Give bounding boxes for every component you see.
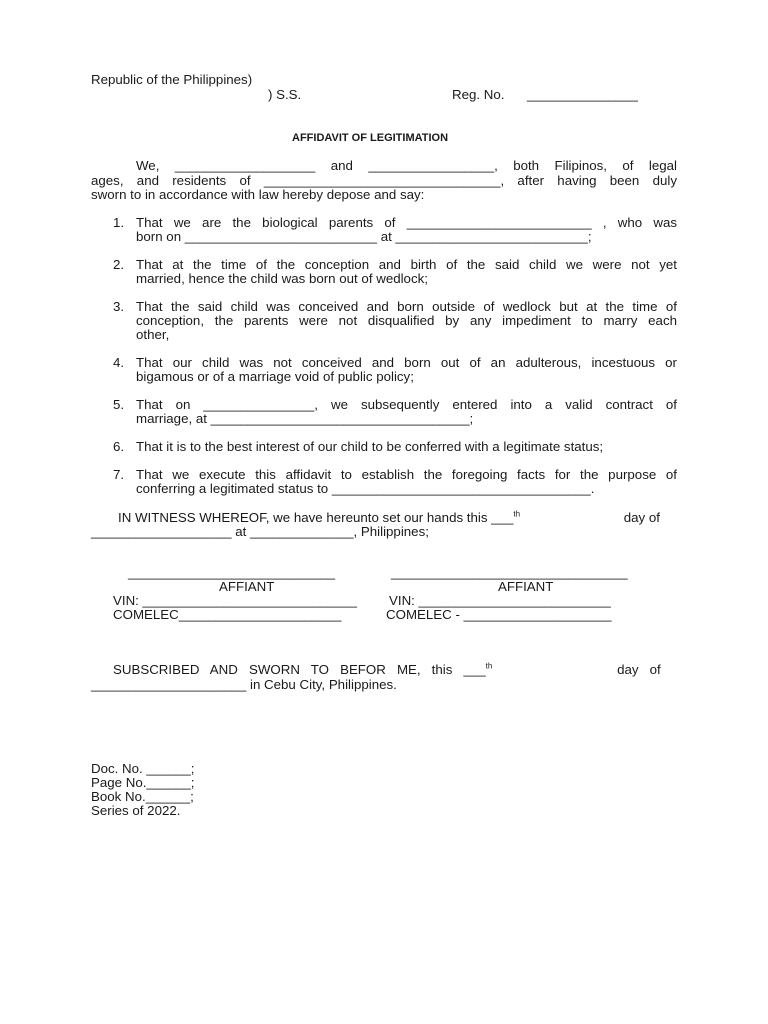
item-7-line-1: That we execute this affidavit to establish the foregoing facts for the purpose of [136, 467, 677, 482]
item-2-line-1: That at the time of the conception and birth of the said child we were not yet [136, 257, 677, 272]
jurat-text: SUBSCRIBED AND SWORN TO BEFOR ME, this ___ [113, 662, 486, 677]
intro-line-1: We, ___________________ and _________________, both Filipinos, of legal [136, 158, 677, 173]
item-1-number: 1. [113, 215, 125, 230]
series-year: Series of 2022. [91, 803, 181, 818]
item-6-line-1: That it is to the best interest of our child to be conferred with a legitimate status; [136, 439, 604, 454]
book-no: Book No.______; [91, 789, 194, 804]
affiant-2-comelec: COMELEC - ____________________ [386, 607, 612, 622]
item-4-number: 4. [113, 355, 125, 370]
affiant-2-vin: VIN: __________________________ [389, 593, 611, 608]
republic-line: Republic of the Philippines) [91, 72, 253, 87]
item-4-line-1: That our child was not conceived and born out of an adulterous, incestuous or [136, 355, 677, 370]
page-no: Page No.______; [91, 775, 195, 790]
item-3-line-1: That the said child was conceived and born outside of wedlock but at the time of [136, 299, 677, 314]
item-6-number: 6. [113, 439, 125, 454]
jurat-ordinal: th [485, 661, 493, 671]
item-3-number: 3. [113, 299, 125, 314]
document-title: AFFIDAVIT OF LEGITIMATION [292, 132, 449, 144]
intro-line-3: sworn to in accordance with law hereby depose and say: [91, 187, 425, 202]
item-5-line-1: That on _______________, we subsequently entered into a valid contract of [136, 397, 677, 412]
affiant-2-signature-line: ________________________________ [391, 565, 628, 580]
item-1-line-2: born on __________________________ at __________________________; [136, 229, 592, 244]
item-3-line-2: conception, the parents were not disqualified by any impediment to marry each [136, 313, 677, 328]
jurat-line-1 [113, 663, 492, 677]
item-2-number: 2. [113, 257, 125, 272]
witness-ordinal: th [513, 509, 521, 519]
item-7-line-2: conferring a legitimated status to ___________________________________. [136, 481, 595, 496]
affiant-1-signature-line: ____________________________ [128, 565, 336, 580]
affiant-1-label: AFFIANT [219, 579, 275, 594]
affiant-1-comelec: COMELEC______________________ [113, 607, 342, 622]
reg-no-label: Reg. No. [452, 87, 505, 102]
jurat-line-2: _____________________ in Cebu City, Philippines. [91, 677, 397, 692]
reg-no-blank: _______________ [527, 87, 638, 102]
item-1-line-1: That we are the biological parents of _________________________ , who was [136, 215, 677, 230]
item-4-line-2: bigamous or of a marriage void of public policy; [136, 369, 414, 384]
witness-line-2: ___________________ at ______________, Philippines; [91, 524, 429, 539]
affiant-1-vin: VIN: _____________________________ [113, 593, 358, 608]
item-3-line-3: other, [136, 327, 170, 342]
item-5-line-2: marriage, at ___________________________________; [136, 411, 474, 426]
jurat-day-of: day of [606, 662, 661, 677]
doc-no: Doc. No. ______; [91, 761, 195, 776]
item-2-line-2: married, hence the child was born out of wedlock; [136, 271, 428, 286]
item-5-number: 5. [113, 397, 125, 412]
intro-line-2: ages, and residents of ________________________________, after having been duly [91, 173, 677, 188]
affiant-2-label: AFFIANT [498, 579, 554, 594]
ss-label: ) S.S. [268, 87, 302, 102]
witness-text: IN WITNESS WHEREOF, we have hereunto set our hands this ___ [118, 510, 514, 525]
item-7-number: 7. [113, 467, 125, 482]
witness-day-of: day of [620, 510, 660, 525]
witness-line-1 [118, 511, 520, 525]
